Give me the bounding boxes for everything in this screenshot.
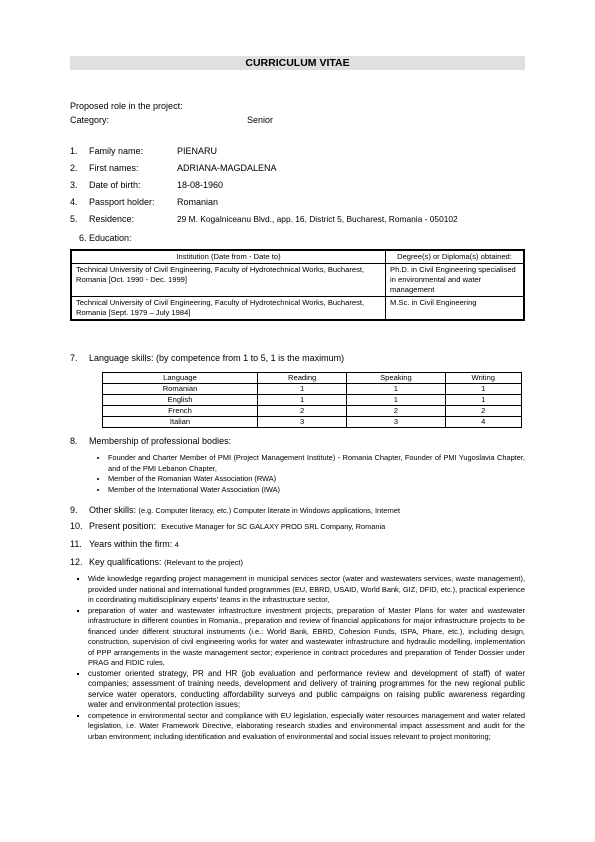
institution-cell: Technical University of Civil Engineering, Faculty of Hydrotechnical Works, Bucharest, Romania [Sept. 1979 – July 1984]: [71, 297, 386, 321]
list-item: ▪ Wide knowledge regarding project management in municipal services sector (water and wastewaters services, waste management), provided under national and international funded programmes (EU, EBRD, USAID, World Bank, GIZ, DFID, etc.), practical experience in coordinating multidisciplinary experts' teams in the infrastructure sector,: [88, 574, 525, 606]
language-skills-label: Language skills: (by competence from 1 to 5, 1 is the maximum): [89, 353, 345, 363]
other-skills-value: (e.g. Computer literacy, etc.) Computer literate in Windows applications, Internet: [138, 506, 401, 515]
membership-list: [90, 453, 525, 495]
writing-cell: 1: [445, 384, 521, 395]
passport-label: Passport holder:: [89, 197, 155, 207]
reading-cell: 2: [258, 406, 347, 417]
speaking-cell: 1: [347, 395, 445, 406]
years-label: Years within the firm:: [89, 539, 173, 549]
table-row: [71, 297, 524, 321]
education-table: [70, 249, 525, 321]
list-item: ▪ customer oriented strategy, PR and HR (job evaluation and performance review and development of staff) of water companies; assessment of training needs, development and delivery of training programmes for the new regional public service water operators, conducting affordability surveys and public campaigns on raising public awareness regarding water and environmental protection issues;: [88, 669, 525, 711]
residence-label: Residence:: [89, 214, 135, 224]
language-cell: English: [103, 395, 258, 406]
key-qualifications-note: (Relevant to the project): [164, 558, 243, 567]
item-number: 9.: [70, 505, 78, 515]
residence-value: 29 M. Kogalniceanu Blvd., app. 16, District 5, Bucharest, Romania - 050102: [177, 214, 458, 224]
table-header-row: [103, 373, 522, 384]
present-position-label: Present position:: [89, 521, 157, 531]
table-row: [103, 417, 522, 428]
reading-cell: 3: [258, 417, 347, 428]
item-number: 7.: [70, 353, 78, 363]
language-cell: French: [103, 406, 258, 417]
key-qualifications-list: [70, 574, 525, 742]
speaking-cell: 3: [347, 417, 445, 428]
reading-cell: 1: [258, 384, 347, 395]
dob-value: 18-08-1960: [177, 180, 224, 190]
passport-value: Romanian: [177, 197, 219, 207]
cv-title: CURRICULUM VITAE: [70, 56, 525, 70]
item-number: 3.: [70, 180, 78, 190]
list-item: • Member of the International Water Association (IWA): [108, 485, 525, 496]
language-header: Language: [103, 373, 258, 384]
key-qualifications-line: [89, 557, 243, 568]
item-number: 5.: [70, 214, 78, 224]
item-number: 8.: [70, 436, 78, 446]
category-value: Senior: [247, 115, 274, 125]
writing-cell: 4: [445, 417, 521, 428]
writing-cell: 2: [445, 406, 521, 417]
years-line: [89, 539, 179, 550]
table-row: [103, 395, 522, 406]
first-names-label: First names:: [89, 163, 139, 173]
table-header-row: [71, 250, 524, 264]
dob-label: Date of birth:: [89, 180, 141, 190]
item-number: 2.: [70, 163, 78, 173]
item-number: 12.: [70, 557, 83, 567]
table-row: [103, 406, 522, 417]
reading-cell: 1: [258, 395, 347, 406]
family-name-value: PIENARU: [177, 146, 218, 156]
family-name-label: Family name:: [89, 146, 144, 156]
degree-cell: Ph.D. in Civil Engineering specialised in environmental and water management: [386, 264, 525, 297]
reading-header: Reading: [258, 373, 347, 384]
first-names-value: ADRIANA-MAGDALENA: [177, 163, 277, 173]
other-skills-line: [89, 505, 400, 516]
present-position-value: Executive Manager for SC GALAXY PROD SRL Company, Romania: [161, 522, 386, 531]
degree-header: Degree(s) or Diploma(s) obtained:: [386, 250, 525, 264]
institution-cell: Technical University of Civil Engineering, Faculty of Hydrotechnical Works, Bucharest, Romania [Oct. 1990 - Dec. 1999]: [71, 264, 386, 297]
list-item: ▪ preparation of water and wastewater infrastructure investment projects, preparation of Master Plans for water and wastewater infrastructure in different counties in Romania., preparation and review of financial applications for major infrastructure projects to be financed under different structural instruments (i.e.: World Bank, EBRD, Cohesion Funds, ISPA, Phare, etc.), including design, construction, supervision of civil engineering works for water and wastewater infrastructure and hydraulic modelling, implementation of PPP arrangements in the waste management sector; experience in contract procedures and preparation of Tender Dossier under PRAG and FIDIC rules,: [88, 606, 525, 669]
item-number: 1.: [70, 146, 78, 156]
education-label: 6. Education:: [79, 233, 132, 243]
writing-header: Writing: [445, 373, 521, 384]
speaking-header: Speaking: [347, 373, 445, 384]
writing-cell: 1: [445, 395, 521, 406]
speaking-cell: 1: [347, 384, 445, 395]
item-number: 4.: [70, 197, 78, 207]
item-number: 10.: [70, 521, 83, 531]
membership-label: Membership of professional bodies:: [89, 436, 232, 446]
institution-header: Institution (Date from - Date to): [71, 250, 386, 264]
years-value: 4: [174, 540, 179, 549]
item-number: 11.: [70, 539, 82, 549]
language-cell: Romanian: [103, 384, 258, 395]
table-row: [71, 264, 524, 297]
key-qualifications-label: Key qualifications:: [89, 557, 162, 567]
category-label: Category:: [70, 115, 110, 125]
list-item: • Member of the Romanian Water Association (RWA): [108, 474, 525, 485]
list-item: ▪ competence in environmental sector and compliance with EU legislation, especially water resources management and water related legislation, i.e. Water Framework Directive, elaborating research studies and environmental impact assessment and audit for the urban environment; including identification and evaluation of environmental and social issues relevant to project monitoring;: [88, 711, 525, 743]
other-skills-label: Other skills:: [89, 505, 137, 515]
present-position-line: [89, 521, 385, 532]
language-table: [102, 372, 522, 428]
proposed-role-label: Proposed role in the project:: [70, 101, 183, 111]
table-row: [103, 384, 522, 395]
speaking-cell: 2: [347, 406, 445, 417]
language-cell: Italian: [103, 417, 258, 428]
degree-cell: M.Sc. in Civil Engineering: [386, 297, 525, 321]
list-item: • Founder and Charter Member of PMI (Project Management Institute) - Romania Chapter, Founder of PMI Yugoslavia Chapter, and of the PMI Lebanon Chapter,: [108, 453, 525, 474]
